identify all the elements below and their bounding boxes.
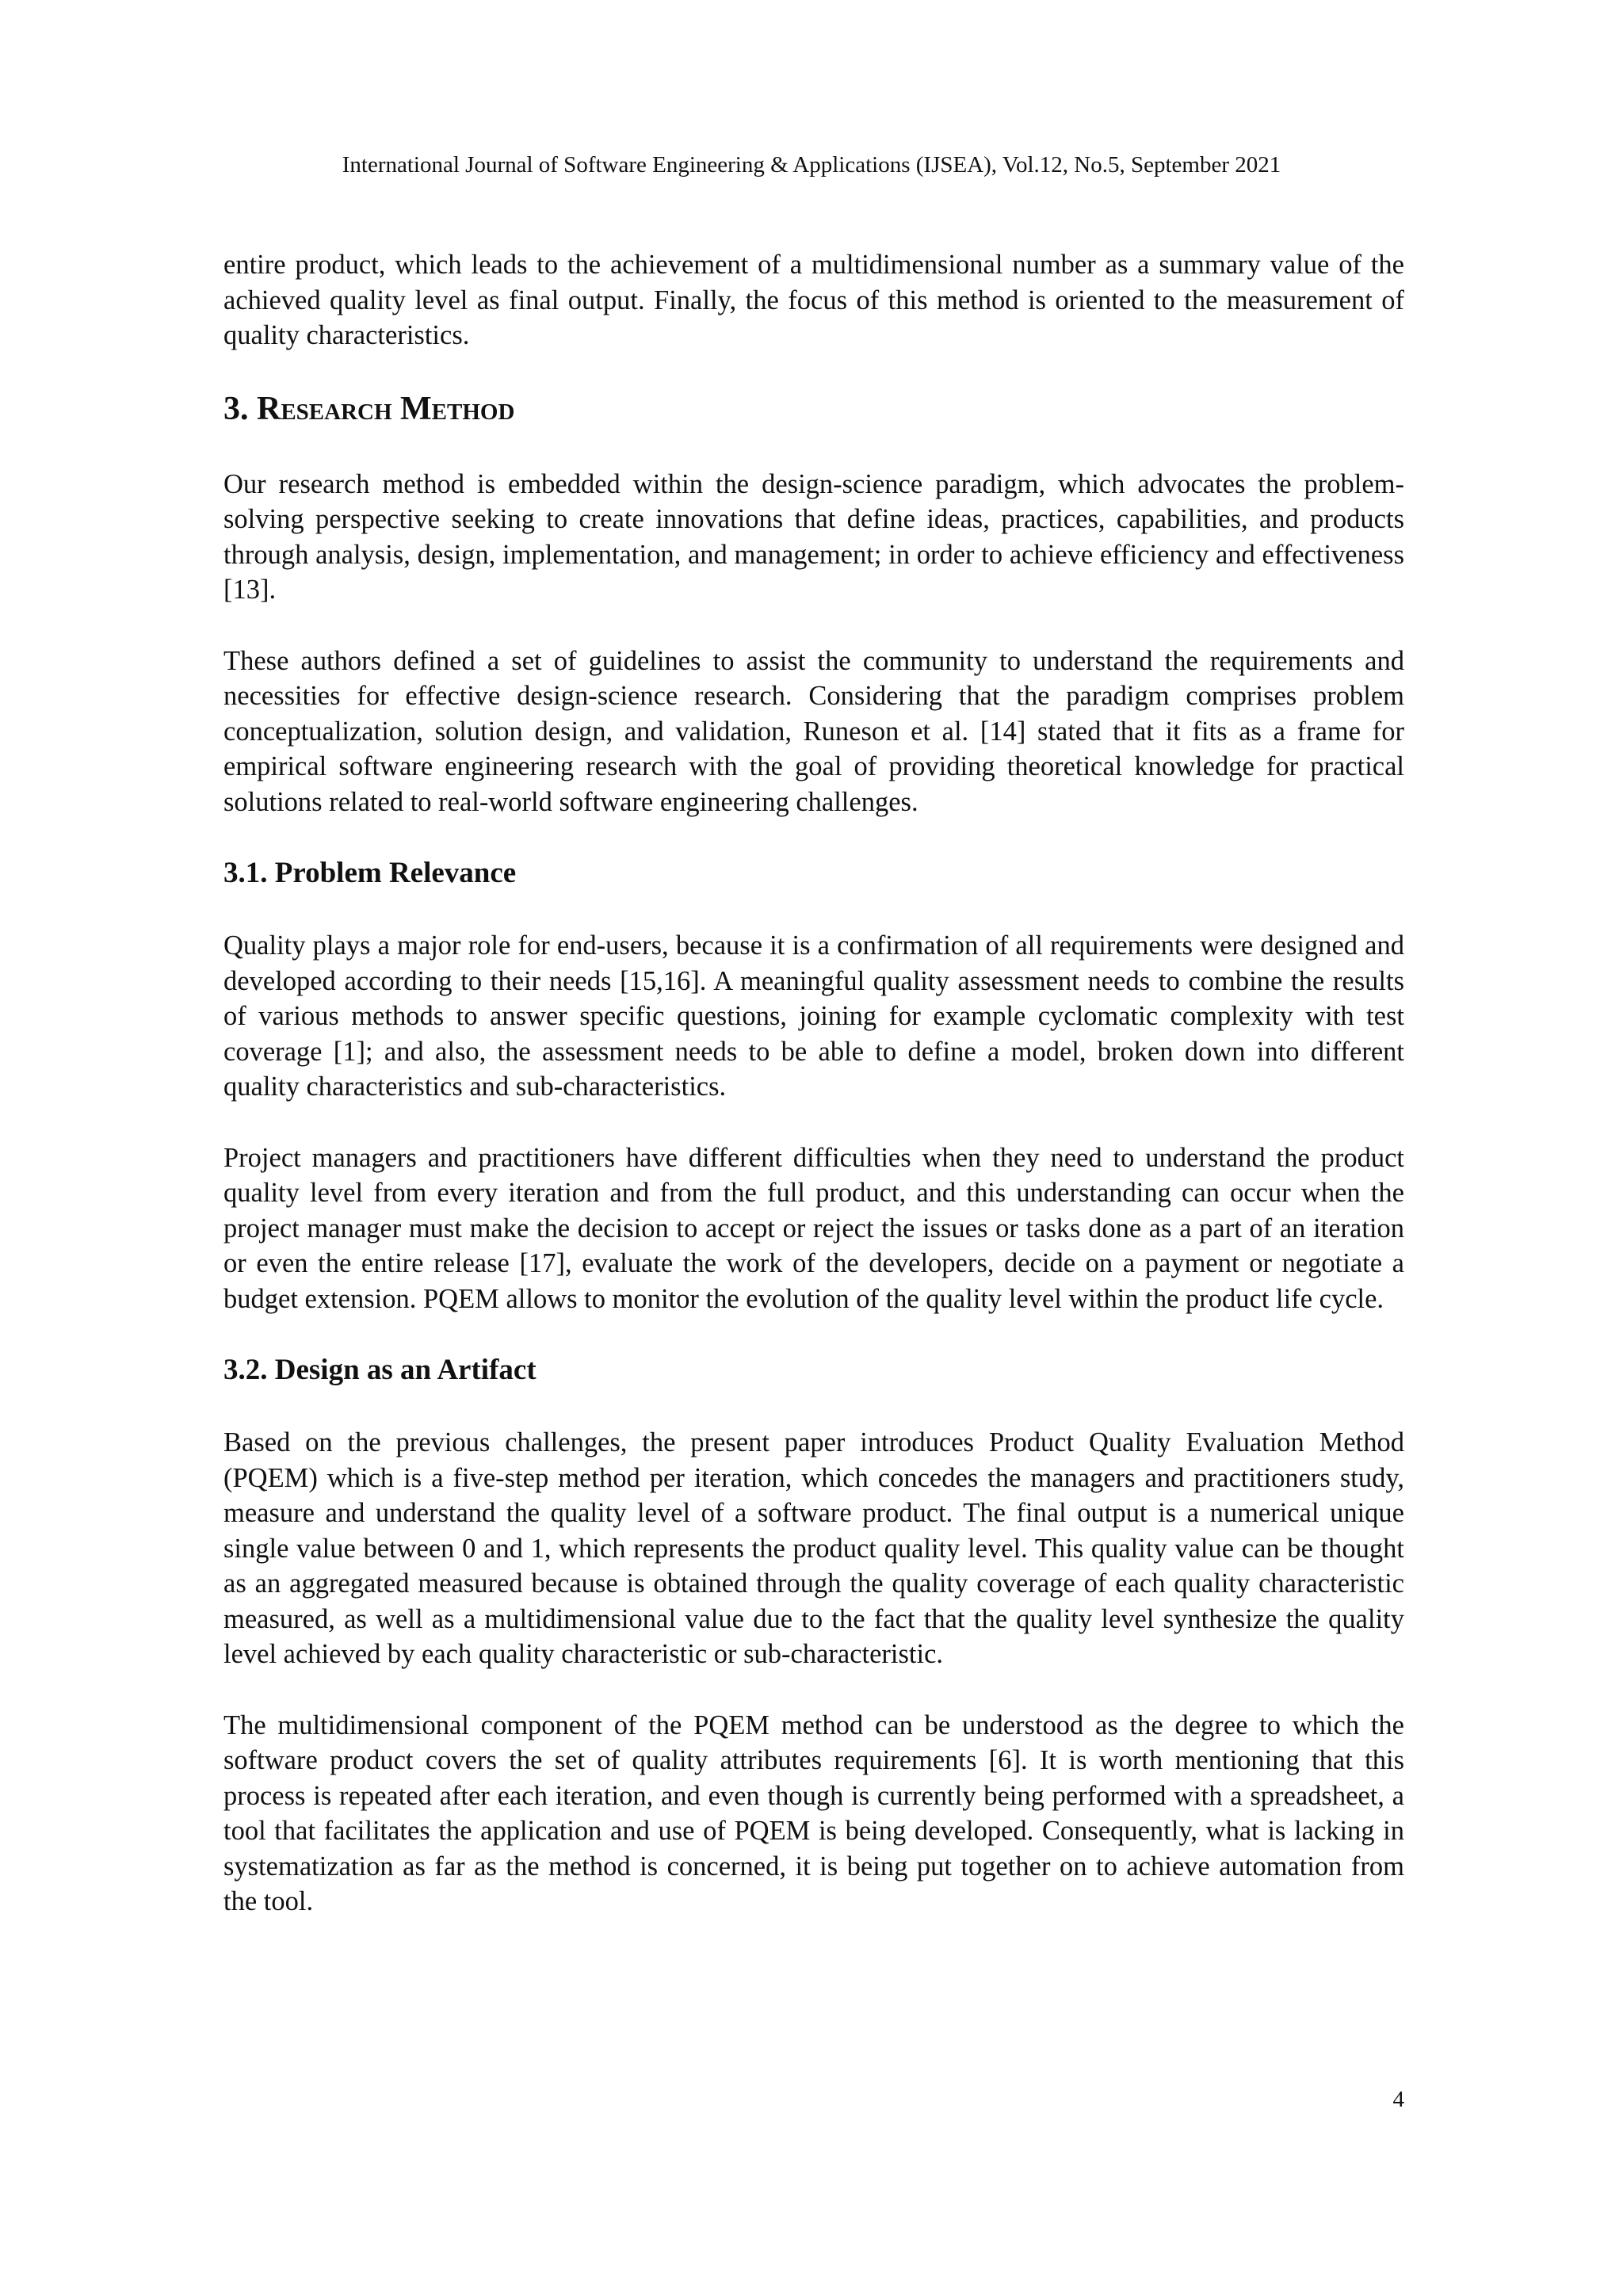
running-header: International Journal of Software Engineering & Applications (IJSEA), Vol.12, No.5, September 2021: [342, 152, 1281, 178]
paragraph-design-science: Our research method is embedded within the design-science paradigm, which advocates the problem-solving perspective seeking to create innovations that define ideas, practices, capabilities, and products through analysis, design, implementation, and management; in order to achieve efficiency and effectiveness [13].: [223, 468, 1404, 605]
paragraph-pqem-intro: Based on the previous challenges, the present paper introduces Product Quality Evaluation Method (PQEM) which is a five-step method per iteration, which concedes the managers and practitioners study, measure and understand the quality level of a software product. The final output is a numerical unique single value between 0 and 1, which represents the product quality level. This quality value can be thought as an aggregated measured because is obtained through the quality coverage of each quality characteristic measured, as well as a multidimensional value due to the fact that the quality level synthesize the quality level achieved by each quality characteristic or sub-characteristic.: [223, 1427, 1404, 1669]
intro-paragraph: entire product, which leads to the achievement of a multidimensional number as a summary value of the achieved quality level as final output. Finally, the focus of this method is oriented to the measurement of quality characteristics.: [223, 250, 1404, 350]
page-body: [223, 247, 1404, 1955]
paragraph-quality-role: Quality plays a major role for end-users, because it is a confirmation of all requirements were designed and developed according to their needs [15,16]. A meaningful quality assessment needs to combine the results of various methods to answer specific questions, joining for example cyclomatic complexity with test coverage [1]; and also, the assessment needs to be able to define a model, broken down into different quality characteristics and sub-characteristics.: [223, 930, 1404, 1102]
subsection-heading-problem-relevance: 3.1. Problem Relevance: [223, 857, 517, 889]
page-number: 4: [1392, 2087, 1404, 2112]
section-heading-research-method: [223, 389, 1404, 429]
paragraph-project-managers: Project managers and practitioners have different difficulties when they need to understand the product quality level from every iteration and from the full product, and this understanding can occur when the project manager must make the decision to accept or reject the issues or tasks done as a part of an iteration or even the entire release [17], evaluate the work of the developers, decide on a payment or negotiate a budget extension. PQEM allows to monitor the evolution of the quality level within the product life cycle.: [223, 1142, 1404, 1314]
section-number: 3.: [223, 390, 249, 427]
section-title: Research Method: [257, 390, 515, 427]
paragraph-guidelines: These authors defined a set of guidelines to assist the community to understand the requirements and necessities for effective design-science research. Considering that the paradigm comprises problem conceptualization, solution design, and validation, Runeson et al. [14] stated that it fits as a frame for empirical software engineering research with the goal of providing theoretical knowledge for practical solutions related to real-world software engineering challenges.: [223, 645, 1404, 817]
subsection-heading-design-artifact: 3.2. Design as an Artifact: [223, 1354, 537, 1386]
paragraph-multidimensional: The multidimensional component of the PQEM method can be understood as the degree to which the software product covers the set of quality attributes requirements [6]. It is worth mentioning that this process is repeated after each iteration, and even though is currently being performed with a spreadsheet, a tool that facilitates the application and use of PQEM is being developed. Consequently, what is lacking in systematization as far as the method is concerned, it is being put together on to achieve automation from the tool.: [223, 1710, 1404, 1916]
